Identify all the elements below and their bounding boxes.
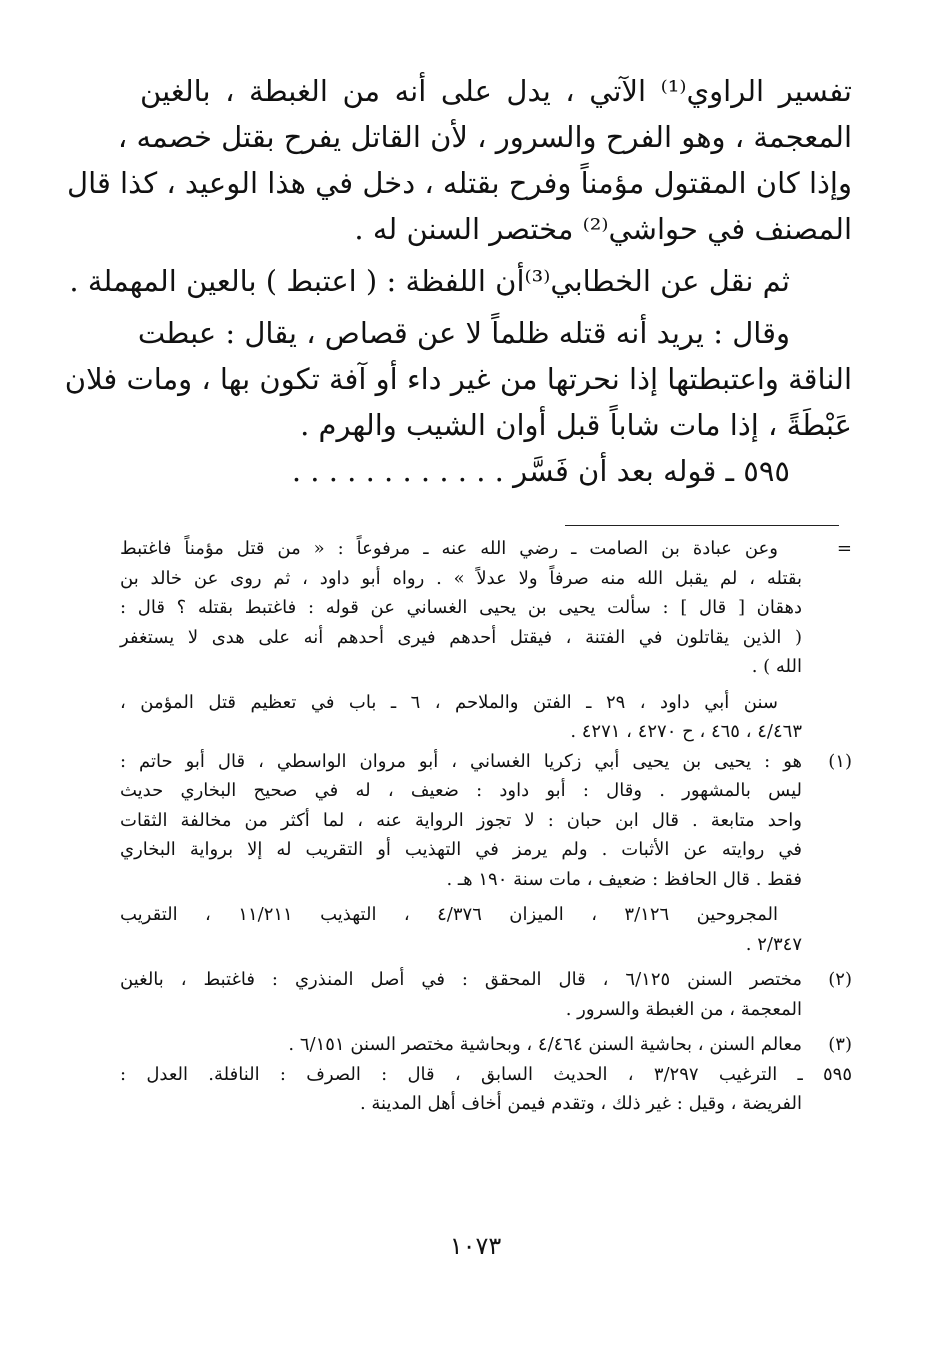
footnote-line: هو : يحيى بن يحيى أبي زكريا الغساني ، أبو مروان الواسطي ، قال أبو حاتم : xyxy=(120,750,802,772)
main-line: ثم نقل عن الخطابي⁽³⁾أن اللفظة : ( اعتبط ) بالعين المهملة . xyxy=(69,264,790,298)
main-line: عَبْطَةً ، إذا مات شاباً قبل أوان الشيب والهرم . xyxy=(300,408,852,442)
footnote-reference: ٢/٣٤٧ . xyxy=(745,933,802,955)
main-line: الناقة واعتبطتها إذا نحرتها من غير داء أو آفة تكون بها ، ومات فلان xyxy=(64,362,852,396)
footnote-mark: = xyxy=(836,538,852,559)
main-text xyxy=(64,68,852,494)
footnote-line: واحد متابعة . قال ابن حبان : لا تجوز الرواية عنه ، لما أكثر من مخالفة الثقات xyxy=(120,809,802,831)
footnote-2 xyxy=(120,965,852,1024)
footnote-line: في روايته عن الأثبات . ولم يرمز في التهذيب أو التقريب له إلا برواية البخاري xyxy=(120,839,802,860)
footnote-line: ( الذين يقاتلون في الفتنة ، فيقتل أحدهم فيرى أحدهم أنه على هدى لا يستغفر xyxy=(120,626,802,648)
footnote-separator xyxy=(565,525,839,526)
footnote-line: وعن عبادة بن الصامت ـ رضي الله عنه ـ مرفوعاً : « من قتل مؤمناً فاغتبط xyxy=(120,538,778,559)
footnote-line: مختصر السنن ٦/١٢٥ ، قال المحقق : في أصل المنذري : فاغتبط ، بالغين xyxy=(120,969,802,990)
footnote-line: ٥٩٥ ـ الترغيب ٣/٢٩٧ ، الحديث السابق ، قال : الصرف : النافلة. العدل : xyxy=(120,1063,853,1085)
footnote-line: الفريضة ، وقيل : غير ذلك ، وتقدم فيمن أخاف أهل المدينة . xyxy=(359,1093,802,1114)
main-line: وقال : يريد أنه قتله ظلماً لا عن قصاص ، يقال : عبطت xyxy=(137,316,790,350)
main-line: وإذا كان المقتول مؤمناً وفرح بقتله ، دخل في هذا الوعيد ، كذا قال xyxy=(67,166,852,200)
footnote-reference: سنن أبي داود ، ٢٩ ـ الفتن والملاحم ، ٦ ـ باب في تعظيم قتل المؤمن ، xyxy=(120,691,778,713)
footnote-number: (٣) xyxy=(828,1034,852,1055)
main-line: المصنف في حواشي⁽²⁾ مختصر السنن له . xyxy=(354,212,852,246)
footnote-line: ليس بالمشهور . وقال : أبو داود : ضعيف ، له في صحيح البخاري حديث xyxy=(120,780,802,801)
main-line: المعجمة ، وهو الفرح والسرور ، لأن القاتل يفرح بقتل خصمه ، xyxy=(117,120,852,154)
footnote-reference: المجروحين ٣/١٢٦ ، الميزان ٤/٣٧٦ ، التهذيب ١١/٢١١ ، التقريب xyxy=(120,904,778,925)
footnote-595 xyxy=(120,1060,852,1119)
footnote-reference: ٤/٤٦٣ ، ٤٦٥ ، ح ٤٢٧٠ ، ٤٢٧١ . xyxy=(570,721,802,742)
footnote-line: معالم السنن ، بحاشية السنن ٤/٤٦٤ ، وبحاشية مختصر السنن ٦/١٥١ . xyxy=(288,1034,802,1055)
footnote-line: المعجمة ، من الغبطة والسرور . xyxy=(565,998,802,1020)
footnote-1 xyxy=(120,747,852,960)
footnote-3 xyxy=(120,1030,852,1060)
footnote-number: (١) xyxy=(828,750,852,772)
main-line: ٥٩٥ ـ قوله بعد أن فَسَّر . . . . . . . . . . . . xyxy=(291,454,790,488)
footnote-line: الله ) . xyxy=(751,656,802,677)
main-line: تفسير الراوي⁽¹⁾ الآتي ، يدل على أنه من الغبطة ، بالغين xyxy=(140,74,852,108)
footnote-continuation xyxy=(120,534,852,747)
footnote-line: دهقان [ قال ] : سألت يحيى بن يحيى الغساني عن قوله : فاغتبط بقتله ؟ قال : xyxy=(120,597,802,618)
footnote-line: فقط . قال الحافظ : ضعيف ، مات سنة ١٩٠ هـ . xyxy=(446,868,802,890)
footnote-number: (٢) xyxy=(828,969,852,990)
page-number: ١٠٧٣ xyxy=(449,1232,502,1260)
footnotes xyxy=(120,534,852,1119)
footnote-line: بقتله ، لم يقبل الله منه صرفاً ولا عدلاً » . رواه أبو داود ، ثم روى عن خالد بن xyxy=(120,567,802,589)
